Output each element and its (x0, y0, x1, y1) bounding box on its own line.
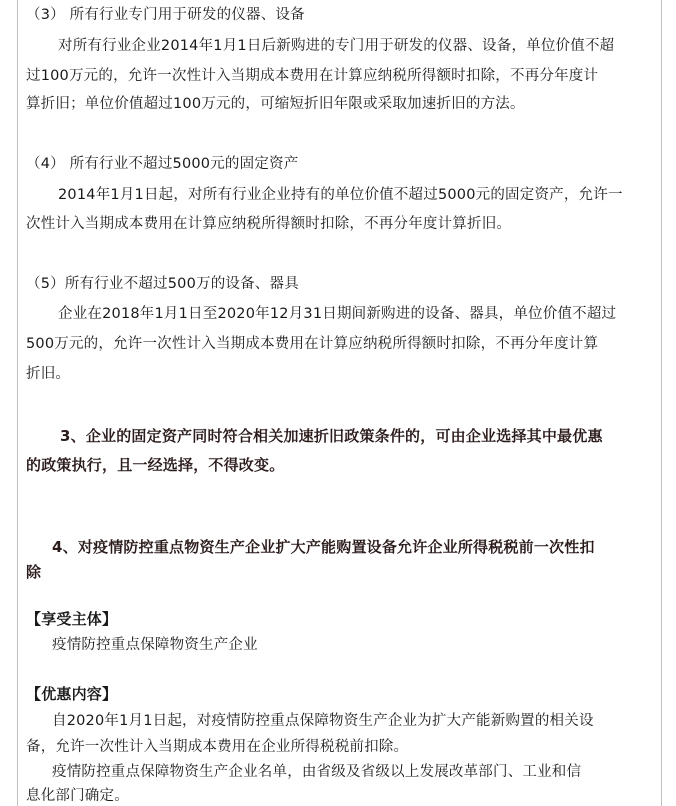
section-title-5: （5）所有行业不超过500万的设备、器具 (26, 276, 299, 292)
paragraph-line: 备，允许一次性计入当期成本费用在企业所得税税前扣除。 (26, 739, 409, 755)
subject-text: 疫情防控重点保障物资生产企业 (52, 637, 258, 653)
policy-point-3: 3、企业的固定资产同时符合相关加速折旧政策条件的，可由企业选择其中最优惠 (60, 427, 603, 445)
paragraph-line: 2014年1月1日起，对所有行业企业持有的单位价值不超过5000元的固定资产，允许一 (58, 187, 623, 203)
policy-point-3-cont: 的政策执行，且一经选择，不得改变。 (26, 456, 285, 474)
paragraph-line: 息化部门确定。 (26, 788, 129, 804)
policy-point-4-cont: 除 (26, 563, 42, 581)
paragraph-line: 企业在2018年1月1日至2020年12月31日期间新购进的设备、器具，单位价值不超过 (58, 306, 617, 322)
policy-point-4: 4、对疫情防控重点物资生产企业扩大产能购置设备允许企业所得税税前一次性扣 (52, 538, 595, 556)
paragraph-line: 疫情防控重点保障物资生产企业名单，由省级及省级以上发展改革部门、工业和信 (52, 764, 582, 780)
paragraph-line: 算折旧；单位价值超过100万元的，可缩短折旧年限或采取加速折旧的方法。 (26, 96, 525, 112)
paragraph-line: 自2020年1月1日起，对疫情防控重点保障物资生产企业为扩大产能新购置的相关设 (52, 713, 594, 729)
paragraph-line: 过100万元的，允许一次性计入当期成本费用在计算应纳税所得额时扣除，不再分年度计 (26, 68, 599, 84)
paragraph-line: 折旧。 (26, 366, 71, 382)
paragraph-line: 次性计入当期成本费用在计算应纳税所得额时扣除，不再分年度计算折旧。 (26, 216, 512, 232)
paragraph-line: 对所有行业企业2014年1月1日后新购进的专门用于研发的仪器、设备，单位价值不超 (58, 38, 615, 54)
section-title-4: （4） 所有行业不超过5000元的固定资产 (26, 156, 299, 172)
subject-heading: 【享受主体】 (26, 610, 118, 628)
paragraph-line: 500万元的，允许一次性计入当期成本费用在计算应纳税所得额时扣除，不再分年度计算 (26, 336, 599, 352)
section-title-3: （3） 所有行业专门用于研发的仪器、设备 (26, 7, 305, 23)
content-heading: 【优惠内容】 (26, 685, 118, 703)
